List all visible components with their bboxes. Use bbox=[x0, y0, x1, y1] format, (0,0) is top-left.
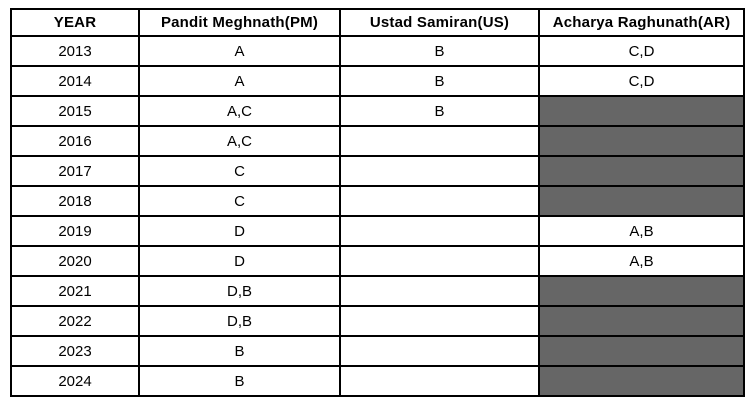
header-year: YEAR bbox=[11, 9, 139, 36]
year-cell: 2023 bbox=[11, 336, 139, 366]
ar-cell: A,B bbox=[539, 216, 744, 246]
pm-cell: D,B bbox=[139, 306, 340, 336]
us-cell bbox=[340, 306, 539, 336]
us-cell bbox=[340, 156, 539, 186]
ar-cell bbox=[539, 336, 744, 366]
year-cell: 2014 bbox=[11, 66, 139, 96]
table-row bbox=[11, 216, 744, 246]
header-pandit-meghnath: Pandit Meghnath(PM) bbox=[139, 9, 340, 36]
table-row bbox=[11, 366, 744, 396]
pm-cell: D bbox=[139, 246, 340, 276]
table-row bbox=[11, 126, 744, 156]
year-cell: 2016 bbox=[11, 126, 139, 156]
pm-cell: D bbox=[139, 216, 340, 246]
table-body bbox=[11, 36, 744, 396]
table-row bbox=[11, 306, 744, 336]
us-cell: B bbox=[340, 96, 539, 126]
us-cell: B bbox=[340, 66, 539, 96]
year-cell: 2021 bbox=[11, 276, 139, 306]
table-row bbox=[11, 246, 744, 276]
ar-cell bbox=[539, 186, 744, 216]
ar-cell: C,D bbox=[539, 66, 744, 96]
ar-cell bbox=[539, 96, 744, 126]
table-row bbox=[11, 276, 744, 306]
table-row bbox=[11, 186, 744, 216]
ar-cell: A,B bbox=[539, 246, 744, 276]
pm-cell: A,C bbox=[139, 96, 340, 126]
ar-cell bbox=[539, 276, 744, 306]
ar-cell bbox=[539, 306, 744, 336]
year-cell: 2024 bbox=[11, 366, 139, 396]
ar-cell bbox=[539, 126, 744, 156]
year-cell: 2019 bbox=[11, 216, 139, 246]
pm-cell: C bbox=[139, 186, 340, 216]
header-acharya-raghunath: Acharya Raghunath(AR) bbox=[539, 9, 744, 36]
ar-cell bbox=[539, 156, 744, 186]
pm-cell: B bbox=[139, 336, 340, 366]
us-cell: B bbox=[340, 36, 539, 66]
year-cell: 2022 bbox=[11, 306, 139, 336]
pm-cell: B bbox=[139, 366, 340, 396]
us-cell bbox=[340, 246, 539, 276]
table-row bbox=[11, 336, 744, 366]
header-row bbox=[11, 9, 744, 36]
ar-cell: C,D bbox=[539, 36, 744, 66]
data-table bbox=[10, 8, 745, 397]
header-ustad-samiran: Ustad Samiran(US) bbox=[340, 9, 539, 36]
year-cell: 2015 bbox=[11, 96, 139, 126]
pm-cell: A bbox=[139, 66, 340, 96]
table-header bbox=[11, 9, 744, 36]
pm-cell: A bbox=[139, 36, 340, 66]
table-row bbox=[11, 156, 744, 186]
musicians-year-table bbox=[10, 8, 743, 395]
ar-cell bbox=[539, 366, 744, 396]
us-cell bbox=[340, 336, 539, 366]
us-cell bbox=[340, 216, 539, 246]
us-cell bbox=[340, 126, 539, 156]
us-cell bbox=[340, 186, 539, 216]
pm-cell: A,C bbox=[139, 126, 340, 156]
table-row bbox=[11, 66, 744, 96]
year-cell: 2013 bbox=[11, 36, 139, 66]
year-cell: 2018 bbox=[11, 186, 139, 216]
us-cell bbox=[340, 276, 539, 306]
year-cell: 2020 bbox=[11, 246, 139, 276]
table-row bbox=[11, 36, 744, 66]
us-cell bbox=[340, 366, 539, 396]
pm-cell: C bbox=[139, 156, 340, 186]
table-row bbox=[11, 96, 744, 126]
pm-cell: D,B bbox=[139, 276, 340, 306]
year-cell: 2017 bbox=[11, 156, 139, 186]
